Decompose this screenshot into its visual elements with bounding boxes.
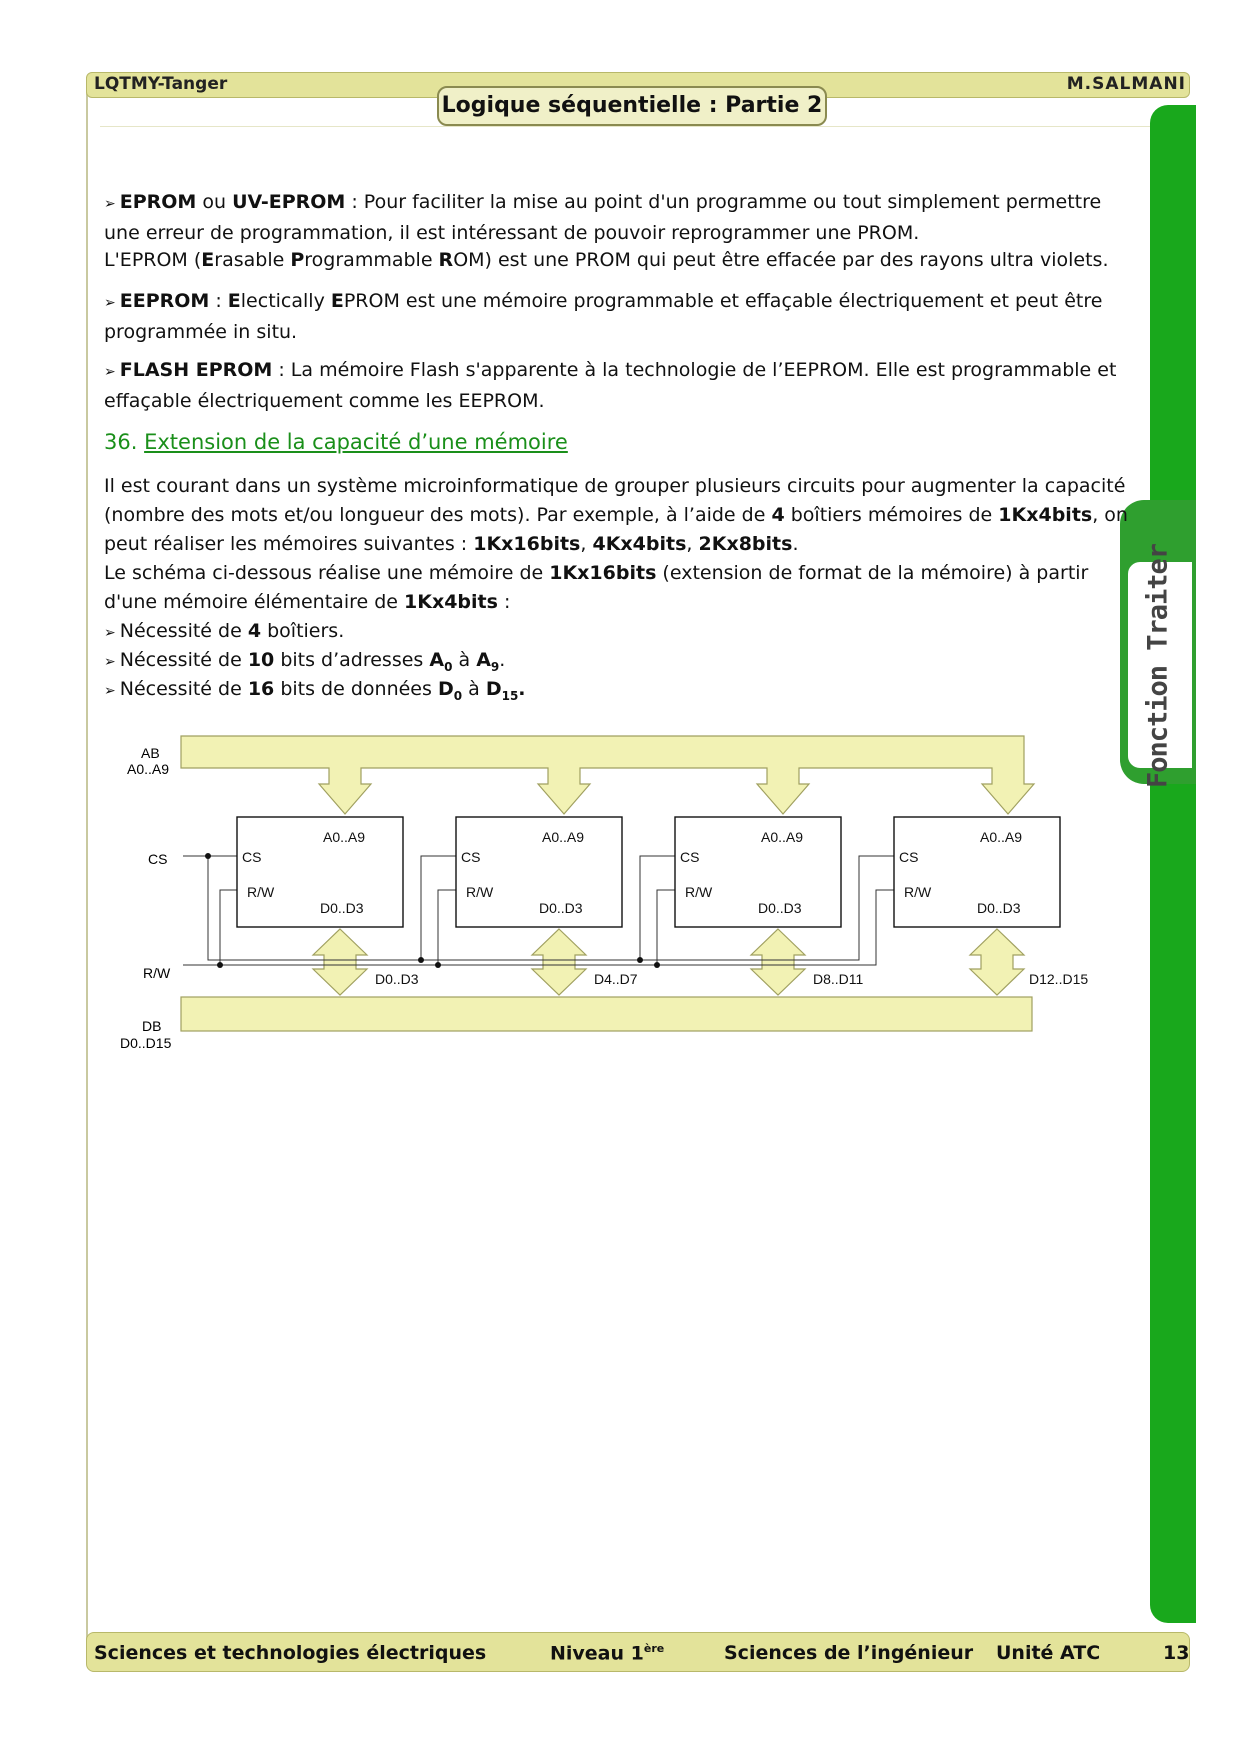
data-output-label: D0..D3 <box>375 971 419 987</box>
arrow-bullet-icon: ➢ <box>104 625 116 641</box>
rw-label: R/W <box>143 965 171 981</box>
junction-dot <box>654 962 660 968</box>
header-school: LQTMY-Tanger <box>94 74 228 94</box>
chip-cs-pin: CS <box>242 849 262 865</box>
text: D <box>437 678 454 700</box>
arrow-bullet-icon: ➢ <box>104 364 116 380</box>
section-title: Extension de la capacité d’une mémoire <box>144 430 568 454</box>
text: , <box>686 533 699 555</box>
text: rogrammable <box>304 249 439 271</box>
term-flash-eprom: FLASH EPROM <box>119 359 273 381</box>
text: . <box>499 649 506 671</box>
text: E <box>330 290 344 312</box>
text: E <box>201 249 215 271</box>
text: Nécessité de <box>119 620 248 642</box>
text: Il est courant dans un système microinformatique de grouper plusieurs circuits pour augmenter la capacité (nombre des mots et/ou longueur des mots). Par exemple, à l’aide de <box>104 475 1126 526</box>
text: PROM est une mémoire programmable et effaçable électriquement et peut être programmée in situ. <box>104 290 1103 343</box>
text: L'EPROM ( <box>104 249 202 271</box>
text: bits d’adresses <box>274 649 430 671</box>
text: , on peut réaliser les mémoires suivantes : <box>104 504 1128 555</box>
footer-program: Sciences et technologies électriques <box>94 1642 487 1664</box>
text: boîtiers. <box>261 620 345 642</box>
text: 4Kx4bits <box>592 533 687 555</box>
chip-address-pins: A0..A9 <box>761 829 804 845</box>
chip-rw-pin: R/W <box>685 884 713 900</box>
footer-page-number: 13 <box>1163 1642 1190 1664</box>
footer-unit: Unité ATC <box>996 1642 1101 1664</box>
header-author: M.SALMANI <box>1066 74 1186 94</box>
text: à <box>462 678 486 700</box>
text: D <box>485 678 502 700</box>
text: P <box>290 249 305 271</box>
text: , <box>580 533 593 555</box>
text: 1Kx16bits <box>473 533 581 555</box>
text: 1Kx4bits <box>998 504 1093 526</box>
chip-address-pins: A0..A9 <box>542 829 585 845</box>
text: boîtiers mémoires de <box>784 504 999 526</box>
footer-level-text: Niveau 1 <box>550 1642 644 1665</box>
text: . <box>792 533 799 555</box>
text: (extension de format de la mémoire) à partir d'une mémoire élémentaire de <box>104 562 1089 613</box>
text: 9 <box>490 659 500 674</box>
text: 1Kx4bits <box>404 591 498 613</box>
footer-subject: Sciences de l’ingénieur <box>724 1642 974 1664</box>
text: . <box>518 678 526 700</box>
diagram-group <box>181 736 1088 1031</box>
junction-dot <box>435 962 441 968</box>
term-eeprom: EEPROM <box>119 290 210 312</box>
text: 2Kx8bits <box>698 533 793 555</box>
text: 10 <box>247 649 275 671</box>
footer-level <box>550 1642 664 1664</box>
text: A <box>476 649 491 671</box>
text: : <box>209 290 228 312</box>
chip-rw-pin: R/W <box>904 884 932 900</box>
text: ou <box>196 191 233 213</box>
text: : Pour faciliter la mise au point d'un programme ou tout simplement permettre une erreur de programmation, il est intéressant de pouvoir reprogrammer une PROM. <box>104 191 1102 244</box>
text: Nécessité de <box>119 678 248 700</box>
arrow-bullet-icon: ➢ <box>104 295 116 311</box>
data-output-label: D8..D11 <box>813 971 864 987</box>
chip-cs-pin: CS <box>680 849 700 865</box>
text: 15 <box>501 688 519 703</box>
text: 4 <box>771 504 785 526</box>
chip-rw-pin: R/W <box>247 884 275 900</box>
data-arrow <box>751 929 805 995</box>
text: Nécessité de <box>119 649 248 671</box>
ab-range: A0..A9 <box>127 761 170 777</box>
chip-address-pins: A0..A9 <box>980 829 1023 845</box>
chip-data-pins: D0..D3 <box>977 900 1021 916</box>
text: à <box>452 649 477 671</box>
footer-level-sup: ère <box>643 1642 665 1655</box>
cs-label: CS <box>148 851 168 867</box>
text: : <box>497 591 511 613</box>
ab-label: AB <box>141 745 160 761</box>
text: bits de données <box>274 678 438 700</box>
text: R <box>438 249 454 271</box>
chip-data-pins: D0..D3 <box>539 900 583 916</box>
data-arrow <box>313 929 367 995</box>
arrow-bullet-icon: ➢ <box>104 683 116 699</box>
junction-dot <box>637 957 643 963</box>
chip-rw-pin: R/W <box>466 884 494 900</box>
term-eprom: EPROM <box>119 191 197 213</box>
junction-dot <box>205 853 211 859</box>
chip-data-pins: D0..D3 <box>320 900 364 916</box>
chip-cs-pin: CS <box>899 849 919 865</box>
arrow-bullet-icon: ➢ <box>104 654 116 670</box>
db-label: DB <box>142 1018 162 1034</box>
page-title: Logique séquentielle : Partie 2 <box>437 86 827 126</box>
chip-address-pins: A0..A9 <box>323 829 366 845</box>
text: 0 <box>453 688 463 703</box>
data-bus <box>181 997 1032 1031</box>
data-output-label: D12..D15 <box>1029 971 1089 987</box>
junction-dot <box>418 957 424 963</box>
address-bus <box>181 736 1034 814</box>
text: 1Kx16bits <box>549 562 657 584</box>
chip-cs-pin: CS <box>461 849 481 865</box>
text: Le schéma ci-dessous réalise une mémoire de <box>104 562 550 584</box>
rw-wire-0 <box>220 890 237 965</box>
arrow-bullet-icon: ➢ <box>104 196 116 212</box>
chip-data-pins: D0..D3 <box>758 900 802 916</box>
text: 0 <box>444 659 453 674</box>
junction-dot <box>217 962 223 968</box>
text: 4 <box>247 620 262 642</box>
text: 16 <box>247 678 275 700</box>
data-arrow <box>970 929 1024 995</box>
data-arrow <box>532 929 586 995</box>
text: OM) est une PROM qui peut être effacée par des rayons ultra violets. <box>453 249 1109 271</box>
section-number: 36. <box>104 430 138 454</box>
text: rasable <box>214 249 291 271</box>
text: : La mémoire Flash s'apparente à la technologie de l’EEPROM. Elle est programmable et effaçable électriquement comme les EEPROM. <box>104 359 1117 412</box>
text: E <box>227 290 241 312</box>
db-range: D0..D15 <box>120 1035 172 1051</box>
text: lectically <box>240 290 331 312</box>
term-uv-eprom: UV-EPROM <box>232 191 346 213</box>
side-tab-label: Fonction Traiter <box>1142 543 1174 789</box>
data-output-label: D4..D7 <box>594 971 638 987</box>
text: A <box>429 649 445 671</box>
